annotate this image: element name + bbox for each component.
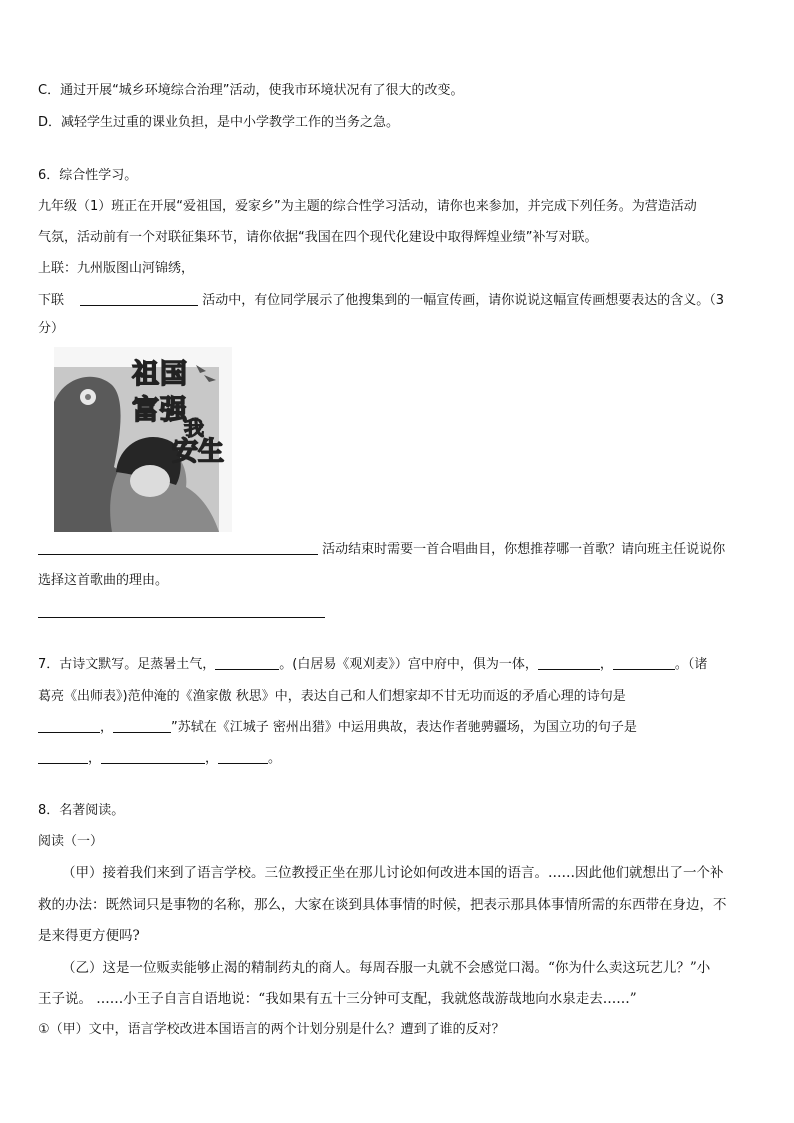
poster-question: 活动中，有位同学展示了他搜集到的一幅宣传画，请你说说这幅宣传画想要表达的含义。（3 bbox=[202, 293, 725, 308]
q7-text-5: ， bbox=[100, 720, 114, 735]
song-question: 活动结束时需要一首合唱曲目，你想推荐哪一首歌？请向班主任说说你 bbox=[322, 542, 726, 557]
song-question-line bbox=[38, 541, 725, 559]
couplet-lower-line bbox=[38, 292, 724, 310]
q8-question-1: ①（甲）文中，语言学校改进本国语言的两个计划分别是什么？遭到了谁的反对？ bbox=[38, 1022, 505, 1037]
option-d: D．减轻学生过重的课业负担，是中小学教学工作的当务之急。 bbox=[38, 115, 400, 130]
song-answer-line[interactable] bbox=[38, 617, 325, 618]
q7-line4 bbox=[38, 750, 281, 768]
q7-line3 bbox=[38, 719, 637, 737]
q6-title: 6．综合性学习。 bbox=[38, 168, 138, 183]
q7-text-8: ， bbox=[205, 751, 219, 766]
q7-blank-6[interactable] bbox=[38, 751, 88, 764]
poster-text-line4: 安生 bbox=[172, 437, 225, 467]
q7-line1 bbox=[38, 656, 707, 674]
q7-blank-7[interactable] bbox=[101, 751, 205, 764]
poster-text-line2: 富强 bbox=[132, 395, 188, 426]
poster-meaning-blank[interactable] bbox=[38, 542, 318, 555]
q6-intro-line2: 气氛，活动前有一个对联征集环节，请你依据“我国在四个现代化建设中取得辉煌业绩”补写对联。 bbox=[38, 230, 598, 245]
q7-blank-3[interactable] bbox=[613, 657, 675, 670]
poster-text bbox=[132, 352, 242, 502]
q7-text-7: ， bbox=[88, 751, 102, 766]
passage-yi-line1: （乙）这是一位贩卖能够止渴的精制药丸的商人。每周吞服一丸就不会感觉口渴。“你为什么卖这玩艺儿？”小 bbox=[62, 960, 711, 976]
passage-yi-line2: 王子说。 ……小王子自言自语地说：“我如果有五十三分钟可支配，我就悠哉游哉地向水泉走去……” bbox=[38, 991, 637, 1007]
q7-text-2: 。(白居易《观刈麦》）宫中府中，俱为一体， bbox=[279, 657, 538, 672]
passage-jia-line1: （甲）接着我们来到了语言学校。三位教授正坐在那儿讨论如何改进本国的语言。……因此他们就想出了一个补 bbox=[62, 865, 724, 881]
couplet-upper: 上联：九州版图山河锦绣， bbox=[38, 261, 195, 276]
passage-jia-line2: 救的办法：既然词只是事物的名称，那么，大家在谈到具体事情的时候，把表示那具体事情所需的东西带在身边，不 bbox=[38, 897, 727, 913]
q8-title: 8．名著阅读。 bbox=[38, 803, 125, 818]
q7-blank-4[interactable] bbox=[38, 720, 100, 733]
q7-blank-5[interactable] bbox=[113, 720, 171, 733]
q7-text-6: ”苏轼在《江城子 密州出猎》中运用典故，表达作者驰骋疆场，为国立功的句子是 bbox=[171, 720, 637, 735]
q8-subtitle: 阅读（一） bbox=[38, 834, 104, 849]
q7-text-9: 。 bbox=[268, 751, 282, 766]
q7-text-4: 。（诸 bbox=[674, 657, 708, 672]
q7-text-1: 7．古诗文默写。足蒸暑土气， bbox=[38, 657, 216, 672]
poster-text-line3: 我 bbox=[184, 416, 204, 440]
q7-blank-8[interactable] bbox=[218, 751, 268, 764]
song-question-cont: 选择这首歌曲的理由。 bbox=[38, 573, 169, 588]
option-c: C．通过开展“城乡环境综合治理”活动，使我市环境状况有了很大的改变。 bbox=[38, 83, 464, 98]
q7-blank-1[interactable] bbox=[215, 657, 279, 670]
q7-blank-2[interactable] bbox=[538, 657, 600, 670]
q6-intro-line1: 九年级（1）班正在开展“爱祖国，爱家乡”为主题的综合性学习活动，请你也来参加，并完成下列任务。为营造活动 bbox=[38, 199, 697, 214]
q7-text-3: ， bbox=[599, 657, 613, 672]
couplet-lower-label: 下联 bbox=[38, 293, 65, 308]
poster-question-cont: 分） bbox=[38, 321, 65, 336]
couplet-lower-blank[interactable] bbox=[80, 293, 198, 306]
passage-jia-line3: 是来得更方便吗? bbox=[38, 928, 140, 944]
q7-line2: 葛亮《出师表》)范仲淹的《渔家傲 秋思》中，表达自己和人们想家却不甘无功而返的矛盾心理的诗句是 bbox=[38, 689, 626, 704]
poster-text-line1: 祖国 bbox=[132, 359, 188, 390]
